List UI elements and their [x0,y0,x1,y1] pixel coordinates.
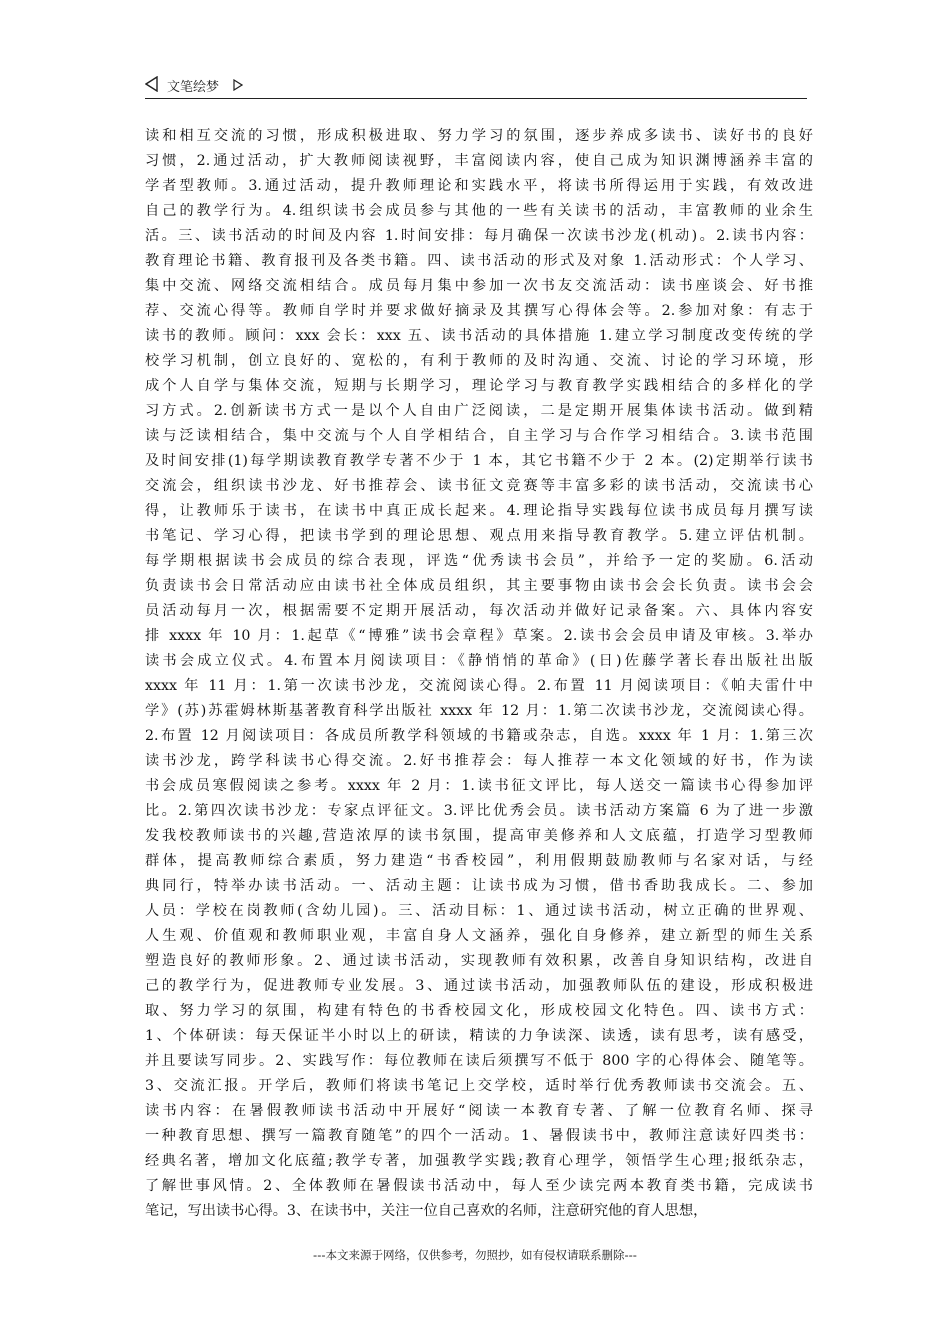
paragraph-line: 读和相互交流的习惯，形成积极进取、努力学习的氛围，逐步养成多读书、读好书的良好 [145,128,813,144]
header-title: 文笔绘梦 [167,80,220,95]
paragraph-line: 读书的教师。顾问：xxx 会长：xxx 五、读书活动的具体措施 1.建立学习制度改变传统的学 [145,328,813,344]
page-header [145,72,807,99]
paragraph-line: 人生观、价值观和教师职业观，丰富自身人文涵养，强化自身修养，建立新型的师生关系 [145,928,813,944]
paragraph-line: 人员：学校在岗教师(含幼儿园)。三、活动目标：1、通过读书活动，树立正确的世界观、 [145,903,813,919]
paragraph-line: 得，让教师乐于读书，在读书中真正成长起来。4.理论指导实践每位读书成员每月撰写读 [145,503,813,519]
paragraph-line: 1、个体研读：每天保证半小时以上的研读，精读的力争读深、读透，读有思考，读有感受， [145,1028,813,1044]
paragraph-line: 经典名著，增加文化底蕴;教学专著，加强教学实践;教育心理学，领悟学生心理;报纸杂志， [145,1153,813,1169]
paragraph-line: 了解世事风情。2、全体教师在暑假读书活动中，每人至少读完两本教育类书籍，完成读书 [145,1178,813,1194]
paragraph-line: 读书内容：在暑假教师读书活动中开展好“阅读一本教育专著、了解一位教育名师、探寻 [145,1103,813,1119]
paragraph-line: 习惯，2.通过活动，扩大教师阅读视野，丰富阅读内容，使自己成为知识渊博涵养丰富的 [145,153,813,169]
paragraph-line: 负责读书会日常活动应由读书社全体成员组织，其主要事物由读书会会长负责。读书会会 [145,578,813,594]
paragraph-line: 读书沙龙，跨学科读书心得交流。2.好书推荐会：每人推荐一本文化领域的好书，作为读 [145,753,813,769]
paragraph-line: 校学习机制，创立良好的、宽松的，有利于教师的及时沟通、交流、讨论的学习环境，形 [145,353,813,369]
triangle-right-outline-icon [233,76,243,88]
paragraph-line: 集中交流、网络交流相结合。成员每月集中参加一次书友交流活动：读书座谈会、好书推 [145,278,813,294]
paragraph-line: 教育理论书籍、教育报刊及各类书籍。四、读书活动的形式及对象 1.活动形式：个人学习、 [145,253,813,269]
paragraph-line: 典同行，特举办读书活动。一、活动主题：让读书成为习惯，借书香助我成长。二、参加 [145,878,813,894]
paragraph-line: 发我校教师读书的兴趣,营造浓厚的读书氛围，提高审美修养和人文底蕴，打造学习型教师 [145,828,813,844]
paragraph-line: 书会成员寒假阅读之参考。xxxx 年 2 月：1.读书征文评比，每人送交一篇读书心得参加评 [145,778,813,794]
paragraph-line: 笔记，写出读书心得。3、在读书中，关注一位自己喜欢的名师，注意研究他的育人思想， [145,1203,708,1219]
paragraph-line: 书笔记、学习心得，把读书学到的理论思想、观点用来指导教育教学。5.建立评估机制。 [145,528,813,544]
paragraph-line: 成个人自学与集体交流，短期与长期学习，理论学习与教育教学实践相结合的多样化的学 [145,378,813,394]
paragraph-line: 3、交流汇报。开学后，教师们将读书笔记上交学校，适时举行优秀教师读书交流会。五、 [145,1078,813,1094]
paragraph-line: 群体，提高教师综合素质，努力建造“书香校园”，利用假期鼓励教师与名家对话，与经 [145,853,813,869]
paragraph-line: 及时间安排(1)每学期读教育教学专著不少于 1 本，其它书籍不少于 2 本。(2)定期举行读书 [145,453,813,469]
paragraph-line: 自己的教学行为。4.组织读书会成员参与其他的一些有关读书的活动，丰富教师的业余生 [145,203,813,219]
paragraph-line: 活。三、读书活动的时间及内容 1.时间安排：每月确保一次读书沙龙(机动)。2.读书内容： [145,228,813,244]
paragraph-line: 习方式。2.创新读书方式一是以个人自由广泛阅读，二是定期开展集体读书活动。做到精 [145,403,813,419]
paragraph-line: 交流会，组织读书沙龙、好书推荐会、读书征文竞赛等丰富多彩的读书活动，交流读书心 [145,478,813,494]
paragraph-line: 学》(苏)苏霍姆林斯基著教育科学出版社 xxxx 年 12 月：1.第二次读书沙龙，交流阅读心得。 [145,703,813,719]
paragraph-line: 塑造良好的教师形象。2、通过读书活动，实现教师有效积累，改善自身知识结构，改进自 [145,953,813,969]
paragraph-line: 取、努力学习的氛围，构建有特色的书香校园文化，形成校园文化特色。四、读书方式： [145,1003,813,1019]
paragraph-line: 一种教育思想、撰写一篇教育随笔”的四个一活动。1、暑假读书中，教师注意读好四类书： [145,1128,813,1144]
paragraph-line: 己的教学行为，促进教师专业发展。3、通过读书活动，加强教师队伍的建设，形成积极进 [145,978,813,994]
paragraph-line: 员活动每月一次，根据需要不定期开展活动，每次活动并做好记录备案。六、具体内容安 [145,603,813,619]
footer-disclaimer: ---本文来源于网络，仅供参考，勿照抄，如有侵权请联系删除--- [313,1248,637,1262]
triangle-left-outline-icon [145,76,159,92]
paragraph-line: 每学期根据读书会成员的综合表现，评选“优秀读书会员”，并给予一定的奖励。6.活动 [145,553,813,569]
document-body [145,124,813,1224]
paragraph-line: 读书会成立仪式。4.布置本月阅读项目：《静悄悄的革命》(日)佐藤学著长春出版社出版 [145,653,813,669]
paragraph-line: 2.布置 12 月阅读项目：各成员所教学科领域的书籍或杂志，自选。xxxx 年 1 月：1.第三次 [145,728,813,744]
paragraph-line: 比。2.第四次读书沙龙：专家点评征文。3.评比优秀会员。读书活动方案篇 6 为了进一步激 [145,803,813,819]
paragraph-line: 读与泛读相结合，集中交流与个人自学相结合，自主学习与合作学习相结合。3.读书范围 [145,428,813,444]
paragraph-line: 荐、交流心得等。教师自学时并要求做好摘录及其撰写心得体会等。2.参加对象：有志于 [145,303,813,319]
paragraph-line: 学者型教师。3.通过活动，提升教师理论和实践水平，将读书所得运用于实践，有效改进 [145,178,813,194]
paragraph-line: xxxx 年 11 月：1.第一次读书沙龙，交流阅读心得。2.布置 11 月阅读项目：《帕夫雷什中 [145,678,813,694]
paragraph-line: 排 xxxx 年 10 月：1.起草《“博雅”读书会章程》草案。2.读书会会员申请及审核。3.举办 [145,628,813,644]
paragraph-line: 并且要读写同步。2、实践写作：每位教师在读后须撰写不低于 800 字的心得体会、随笔等。 [145,1053,813,1069]
